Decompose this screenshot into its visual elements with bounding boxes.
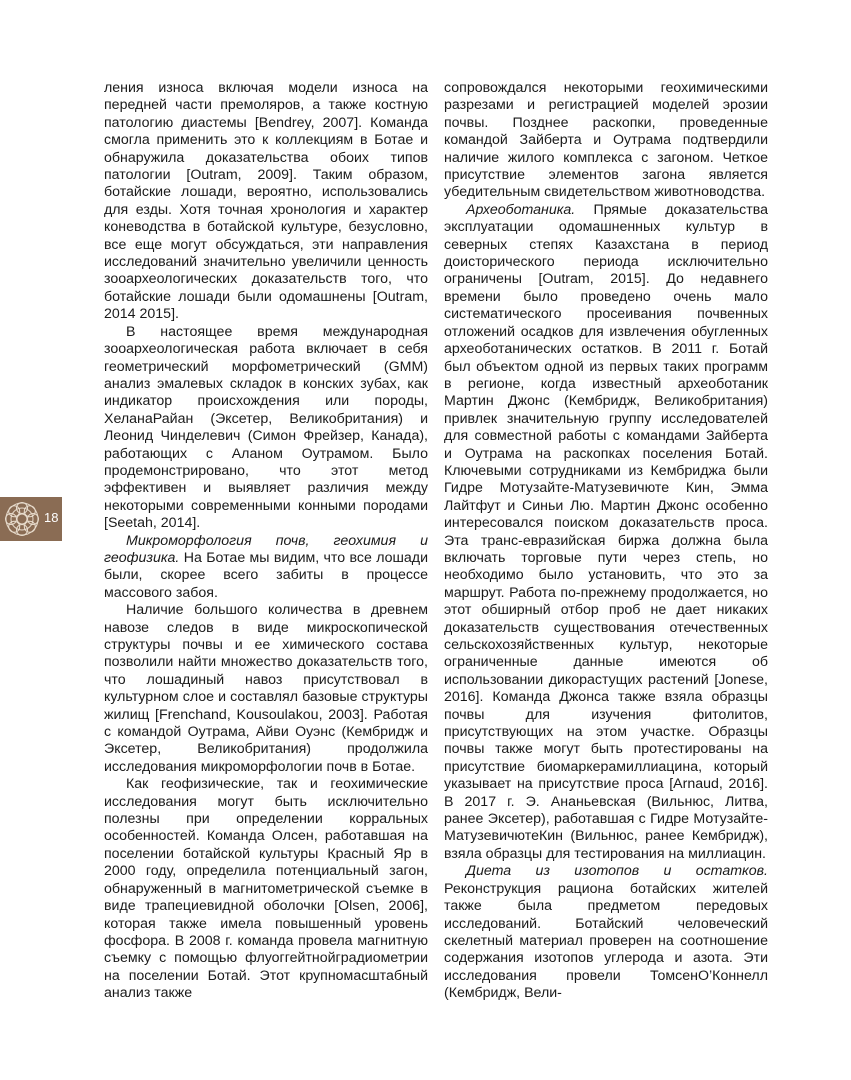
- paragraph: Наличие большого количества в древнем навозе следов в виде микроскопической структуры почвы и ее химического состава позволили найти множество доказательств того, что лошадиный навоз присутствовал в культурном слое и составлял базовые структуры жилищ [Frenchand, Kousoulakou, 2003]. Работая с командой Оутрама, Айви Оуэнс (Кембридж и Эксетер, Великобритания) продолжила исследования микроморфологии почв в Ботае.: [104, 602, 428, 775]
- ornament-icon: [4, 501, 40, 537]
- paragraph-text: Прямые доказательства эксплуатации одомашненных культур в северных степях Казахстана в период доисторического периода исключительно ограничены [Outram, 2015]. До недавнего времени было проведено очень мало систематического просеивания почвенных отложений осадков для извлечения обугленных археоботанических остатков. В 2011 г. Ботай был объектом одной из первых таких программ в регионе, когда известный археоботаник Мартин Джонс (Кембридж, Великобритания) привлек значительную группу исследователей для совместной работы с командами Зайберта и Оутрама на раскопках поселения Ботай. Ключевыми сотрудниками из Кембриджа были Гидре Мотузайте-Матузевичюте Кин, Эмма Лайтфут и Синьи Лю. Мартин Джонс особенно интересовался поиском доказательств проса. Эта транс-евразийская биржа должна была включать торговые пути через степь, но необходимо было установить, что это за маршрут. Работа по-прежнему продолжается, но этот обширный отбор проб не дает никаких доказательств существования отечественных сельскохозяйственных культур, некоторые ограниченные данные имеются об использовании дикорастущих растений [Jonese, 2016]. Команда Джонса также взяла образцы почвы для изучения фитолитов, присутствующих на этом участке. Образцы почвы также могут быть протестированы на присутствие биомаркерамиллиацина, который указывает на присутствие проса [Arnaud, 2016]. В 2017 г. Э. Ананьевская (Вильнюс, Литва, ранее Эксетер), работавшая с Гидре Мотузайте-МатузевичютеКин (Вильнюс, ранее Кембридж), взяла образцы для тестирования на миллиацин.: [444, 201, 768, 862]
- page-number: 18: [44, 510, 59, 525]
- paragraph: [104, 533, 428, 603]
- paragraph: сопровождался некоторыми геохимическими разрезами и регистрацией моделей эрозии почвы. Позднее раскопки, проведенные командой Зайберта и Оутрама подтвердили наличие жилого комплекса с загоном. Четкое присутствие элементов загона является убедительным свидетельством животноводства.: [444, 80, 768, 201]
- right-column: [444, 80, 768, 1003]
- section-heading: Микроморфология почв, геохимия и геофизика.: [104, 532, 428, 566]
- section-heading: Археоботаника.: [466, 201, 576, 218]
- paragraph: В настоящее время международная зооархеологическая работа включает в себя геометрический морфометрический (GMM) анализ эмалевых складок в конских зубах, как индикатор происхождения или породы, ХеланаРайан (Эксетер, Великобритания) и Леонид Чинделевич (Симон Фрейзер, Канада), работающих с Аланом Оутрамом. Было продемонстрировано, что этот метод эффективен и выявляет различия между некоторыми современными конными породами [Seetah, 2014].: [104, 323, 428, 532]
- left-column: [104, 80, 428, 1003]
- paragraph: ления износа включая модели износа на передней части премоляров, а также костную патологию диастемы [Bendrey, 2007]. Команда смогла применить это к коллекциям в Ботае и обнаружила доказательства обоих типов патологии [Outram, 2009]. Таким образом, ботайские лошади, вероятно, использовались для езды. Хотя точная хронология и характер коневодства в ботайской культуре, безусловно, все еще могут обсуждаться, эти направления исследований значительно увеличили ценность зооархеологических доказательств того, что ботайские лошади были одомашнены [Outram, 2014 2015].: [104, 80, 428, 323]
- section-heading: Диета из изотопов и остатков.: [466, 863, 768, 880]
- paragraph-text: На Ботае мы видим, что все лошади были, скорее всего забиты в процессе массового забоя.: [104, 549, 428, 601]
- paragraph: [444, 202, 768, 863]
- paragraph-text: Реконструкция рациона ботайских жителей также была предметом передовых исследований. Ботайский человеческий скелетный материал проверен на соотношение содержания изотопов углерода и азота. Эти исследования провели ТомсенО’Коннелл (Кембридж, Вели-: [444, 880, 768, 1002]
- paragraph: Как геофизические, так и геохимические исследования могут быть исключительно полезны при определении корральных особенностей. Команда Олсен, работавшая на поселении ботайской культуры Красный Яр в 2000 году, определила потенциальный загон, обнаруженный в магнитометрической съемке в виде трапециевидной оболочки [Olsen, 2006], которая также имела повышенный уровень фосфора. В 2008 г. команда провела магнитную съемку с помощью флуоггейтнойградиометрии на поселении Ботай. Этот крупномасштабный анализ также: [104, 776, 428, 1002]
- page-number-tab: [0, 497, 62, 541]
- paragraph: [444, 863, 768, 1002]
